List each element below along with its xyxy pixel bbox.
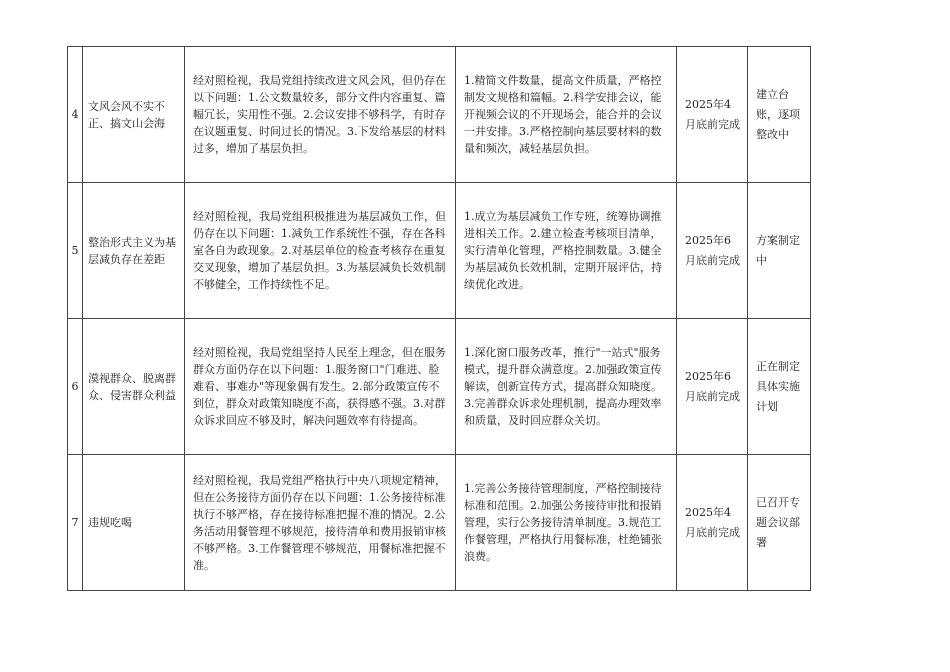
deadline-cell bbox=[677, 47, 748, 183]
status-cell bbox=[748, 455, 811, 591]
table-row bbox=[68, 47, 811, 183]
measure-cell bbox=[456, 455, 677, 591]
measure-cell bbox=[456, 319, 677, 455]
status-text: 正在制定具体实施计划 bbox=[756, 359, 800, 413]
deadline-cell bbox=[677, 183, 748, 319]
row-number: 6 bbox=[68, 319, 83, 455]
row-number: 7 bbox=[68, 455, 83, 591]
table-row bbox=[68, 183, 811, 319]
problem-cell bbox=[185, 47, 456, 183]
deadline-text: 2025年6月底前完成 bbox=[685, 369, 740, 403]
problem-cell bbox=[185, 319, 456, 455]
issue-cell: 漠视群众、脱离群众、侵害群众利益 bbox=[83, 319, 185, 455]
deadline-cell bbox=[677, 319, 748, 455]
deadline-cell bbox=[677, 455, 748, 591]
measure-text: 1.精简文件数量，提高文件质量，严格控制发文规格和篇幅。2.科学安排会议，能开视频会议的不开现场会，能合并的会议一并安排。3.严格控制向基层要材料的数量和频次，减轻基层负担。 bbox=[464, 74, 662, 155]
status-text: 建立台账，逐项整改中 bbox=[756, 87, 800, 141]
table-row bbox=[68, 455, 811, 591]
row-number: 5 bbox=[68, 183, 83, 319]
status-text: 已召开专题会议部署 bbox=[756, 495, 800, 549]
row-number: 4 bbox=[68, 47, 83, 183]
problem-cell bbox=[185, 183, 456, 319]
measure-text: 1.深化窗口服务改革，推行"一站式"服务模式，提升群众满意度。2.加强政策宣传解读，创新宣传方式，提高群众知晓度。3.完善群众诉求处理机制，提高办理效率和质量，及时回应群众关切。 bbox=[464, 346, 662, 427]
deadline-text: 2025年4月底前完成 bbox=[685, 505, 740, 539]
status-text: 方案制定中 bbox=[756, 233, 800, 267]
issue-cell: 违规吃喝 bbox=[83, 455, 185, 591]
problem-text: 经对照检视，我局党组积极推进为基层减负工作，但仍存在以下问题：1.减负工作系统性不强，存在各科室各自为政现象。2.对基层单位的检查考核存在重复交叉现象，增加了基层负担。3.为基层减负长效机制不够健全，工作持续性不足。 bbox=[193, 210, 446, 291]
deadline-text: 2025年4月底前完成 bbox=[685, 97, 740, 131]
rectification-table bbox=[67, 46, 811, 591]
measure-cell bbox=[456, 47, 677, 183]
issue-cell: 整治形式主义为基层减负存在差距 bbox=[83, 183, 185, 319]
deadline-text: 2025年6月底前完成 bbox=[685, 233, 740, 267]
status-cell bbox=[748, 47, 811, 183]
issue-cell: 文风会风不实不正、搞文山会海 bbox=[83, 47, 185, 183]
measure-text: 1.完善公务接待管理制度，严格控制接待标准和范围。2.加强公务接待审批和报销管理，实行公务接待清单制度。3.规范工作餐管理，严格执行用餐标准，杜绝铺张浪费。 bbox=[464, 482, 662, 563]
status-cell bbox=[748, 319, 811, 455]
table-row bbox=[68, 319, 811, 455]
problem-text: 经对照检视，我局党组坚持人民至上理念，但在服务群众方面仍存在以下问题：1.服务窗口"门难进、脸难看、事难办"等现象偶有发生。2.部分政策宣传不到位，群众对政策知晓度不高，获得感不强。3.对群众诉求回应不够及时，解决问题效率有待提高。 bbox=[193, 346, 446, 427]
problem-cell bbox=[185, 455, 456, 591]
measure-text: 1.成立为基层减负工作专班，统筹协调推进相关工作。2.建立检查考核项目清单，实行清单化管理，严格控制数量。3.健全为基层减负长效机制，定期开展评估，持续优化改进。 bbox=[464, 210, 662, 291]
problem-text: 经对照检视，我局党组严格执行中央八项规定精神，但在公务接待方面仍存在以下问题：1.公务接待标准执行不够严格，存在接待标准把握不准的情况。2.公务活动用餐管理不够规范，接待清单和费用报销审核不够严格。3.工作餐管理不够规范，用餐标准把握不准。 bbox=[193, 473, 446, 572]
status-cell bbox=[748, 183, 811, 319]
problem-text: 经对照检视，我局党组持续改进文风会风，但仍存在以下问题：1.公文数量较多，部分文件内容重复、篇幅冗长，实用性不强。2.会议安排不够科学，有时存在议题重复、时间过长的情况。3.下发给基层的材料过多，增加了基层负担。 bbox=[193, 74, 446, 155]
measure-cell bbox=[456, 183, 677, 319]
